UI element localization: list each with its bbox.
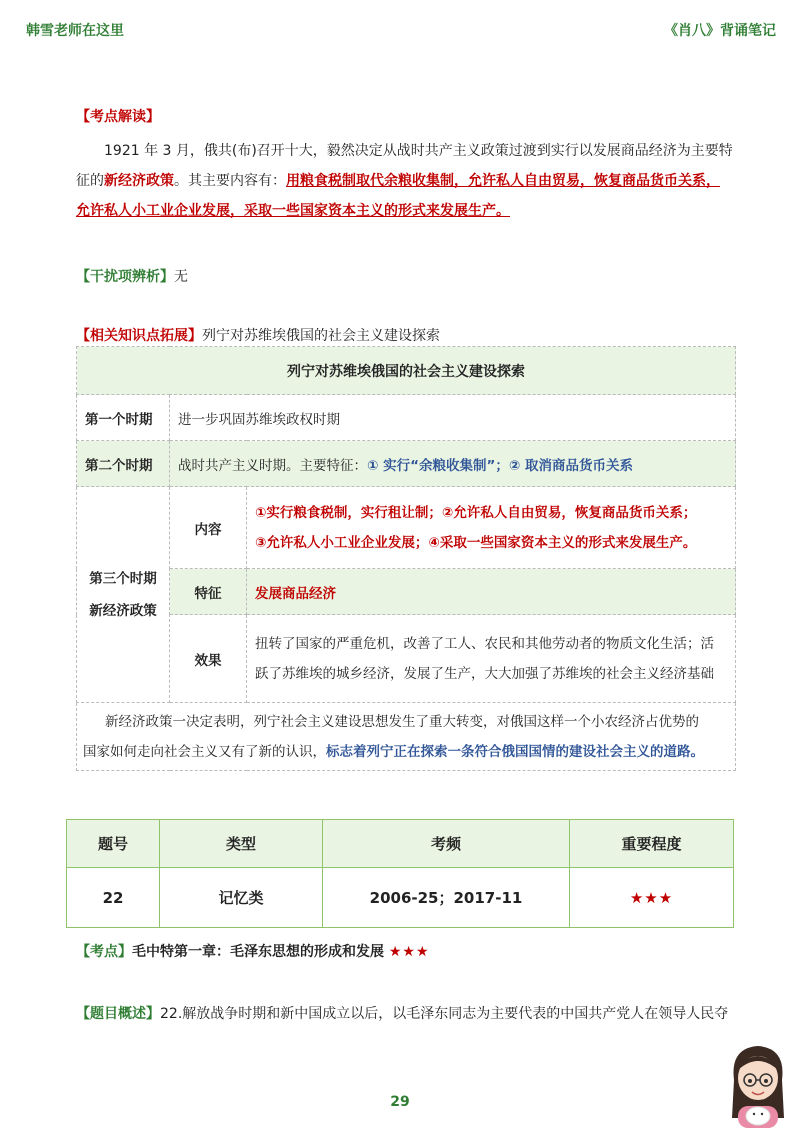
table-summary: 新经济政策一决定表明，列宁社会主义建设思想发生了重大转变，对俄国这样一个小农经济占优势的 国家如何走向社会主义又有了新的认识，标志着列宁正在探索一条符合俄国国情的建设社会主义的道路。 xyxy=(77,703,736,771)
section-tag-topic: 【考点】 xyxy=(76,944,132,960)
feature-text: 发展商品经济 xyxy=(247,569,736,615)
highlight-main-content-2: 允许私人小工业企业发展，采取一些国家资本主义的形式来发展生产。 xyxy=(76,203,510,219)
table-title: 列宁对苏维埃俄国的社会主义建设探索 xyxy=(77,347,736,395)
highlight-new-economic-policy: 新经济政策 xyxy=(104,173,174,189)
period-2-text: 战时共产主义时期。主要特征：① 实行“余粮收集制”；② 取消商品货币关系 xyxy=(170,441,736,487)
period-2-label: 第二个时期 xyxy=(77,441,170,487)
section-tag-overview: 【题目概述】 xyxy=(76,1006,160,1022)
period-2-features: ① 实行“余粮收集制”；② 取消商品货币关系 xyxy=(367,457,634,474)
period-1-text: 进一步巩固苏维埃政权时期 xyxy=(170,395,736,441)
question-overview: 【题目概述】22.解放战争时期和新中国成立以后，以毛泽东同志为主要代表的中国共产党人在领导人民夺 xyxy=(76,1006,729,1022)
topic-stars: ★★★ xyxy=(388,944,430,960)
period-3-label: 第三个时期 新经济政策 xyxy=(77,487,170,703)
header-importance: 重要程度 xyxy=(570,820,734,868)
effect-text: 扭转了国家的严重危机，改善了工人、农民和其他劳动者的物质文化生活；活 跃了苏维埃的城乡经济，发展了生产，大大加强了苏维埃的社会主义经济基础 xyxy=(247,615,736,703)
distractor-analysis: 【干扰项辨析】无 xyxy=(76,269,188,285)
header-frequency: 考频 xyxy=(323,820,570,868)
highlight-main-content-1: 用粮食税制取代余粮收集制，允许私人自由贸易，恢复商品货币关系， xyxy=(286,173,720,189)
exam-topic: 【考点】毛中特第一章：毛泽东思想的形成和发展 ★★★ xyxy=(76,944,430,960)
lenin-exploration-table xyxy=(76,346,736,771)
effect-label: 效果 xyxy=(170,615,247,703)
paragraph-line-2: 征的新经济政策。其主要内容有：用粮食税制取代余粮收集制，允许私人自由贸易，恢复商品货币关系， xyxy=(76,173,720,189)
section-tag-related: 【相关知识点拓展】 xyxy=(76,328,202,344)
question-info-table xyxy=(66,819,734,928)
paragraph-line-1: 1921 年 3 月，俄共(布)召开十大，毅然决定从战时共产主义政策过渡到实行以发展商品经济为主要特 xyxy=(104,143,733,159)
exam-point-paragraph xyxy=(76,136,736,226)
importance-stars: ★★★ xyxy=(570,868,734,928)
question-type: 记忆类 xyxy=(160,868,323,928)
section-tag-distractor: 【干扰项辨析】 xyxy=(76,269,174,285)
question-number: 22 xyxy=(67,868,160,928)
teacher-avatar-illustration xyxy=(724,1040,792,1128)
content-label: 内容 xyxy=(170,487,247,569)
related-knowledge: 【相关知识点拓展】列宁对苏维埃俄国的社会主义建设探索 xyxy=(76,328,440,344)
section-tag-exam-point: 【考点解读】 xyxy=(76,109,160,125)
header-question-number: 题号 xyxy=(67,820,160,868)
question-frequency: 2006-25；2017-11 xyxy=(323,868,570,928)
period-1-label: 第一个时期 xyxy=(77,395,170,441)
content-text: ①实行粮食税制，实行租让制；②允许私人自由贸易，恢复商品货币关系； ③允许私人小工业企业发展；④采取一些国家资本主义的形式来发展生产。 xyxy=(247,487,736,569)
page-number: 29 xyxy=(390,1094,410,1110)
summary-conclusion: 标志着列宁正在探索一条符合俄国国情的建设社会主义的道路。 xyxy=(326,743,704,760)
feature-label: 特征 xyxy=(170,569,247,615)
header-type: 类型 xyxy=(160,820,323,868)
header-left-title: 韩雪老师在这里 xyxy=(26,23,124,39)
header-right-title: 《肖八》背诵笔记 xyxy=(664,23,776,39)
